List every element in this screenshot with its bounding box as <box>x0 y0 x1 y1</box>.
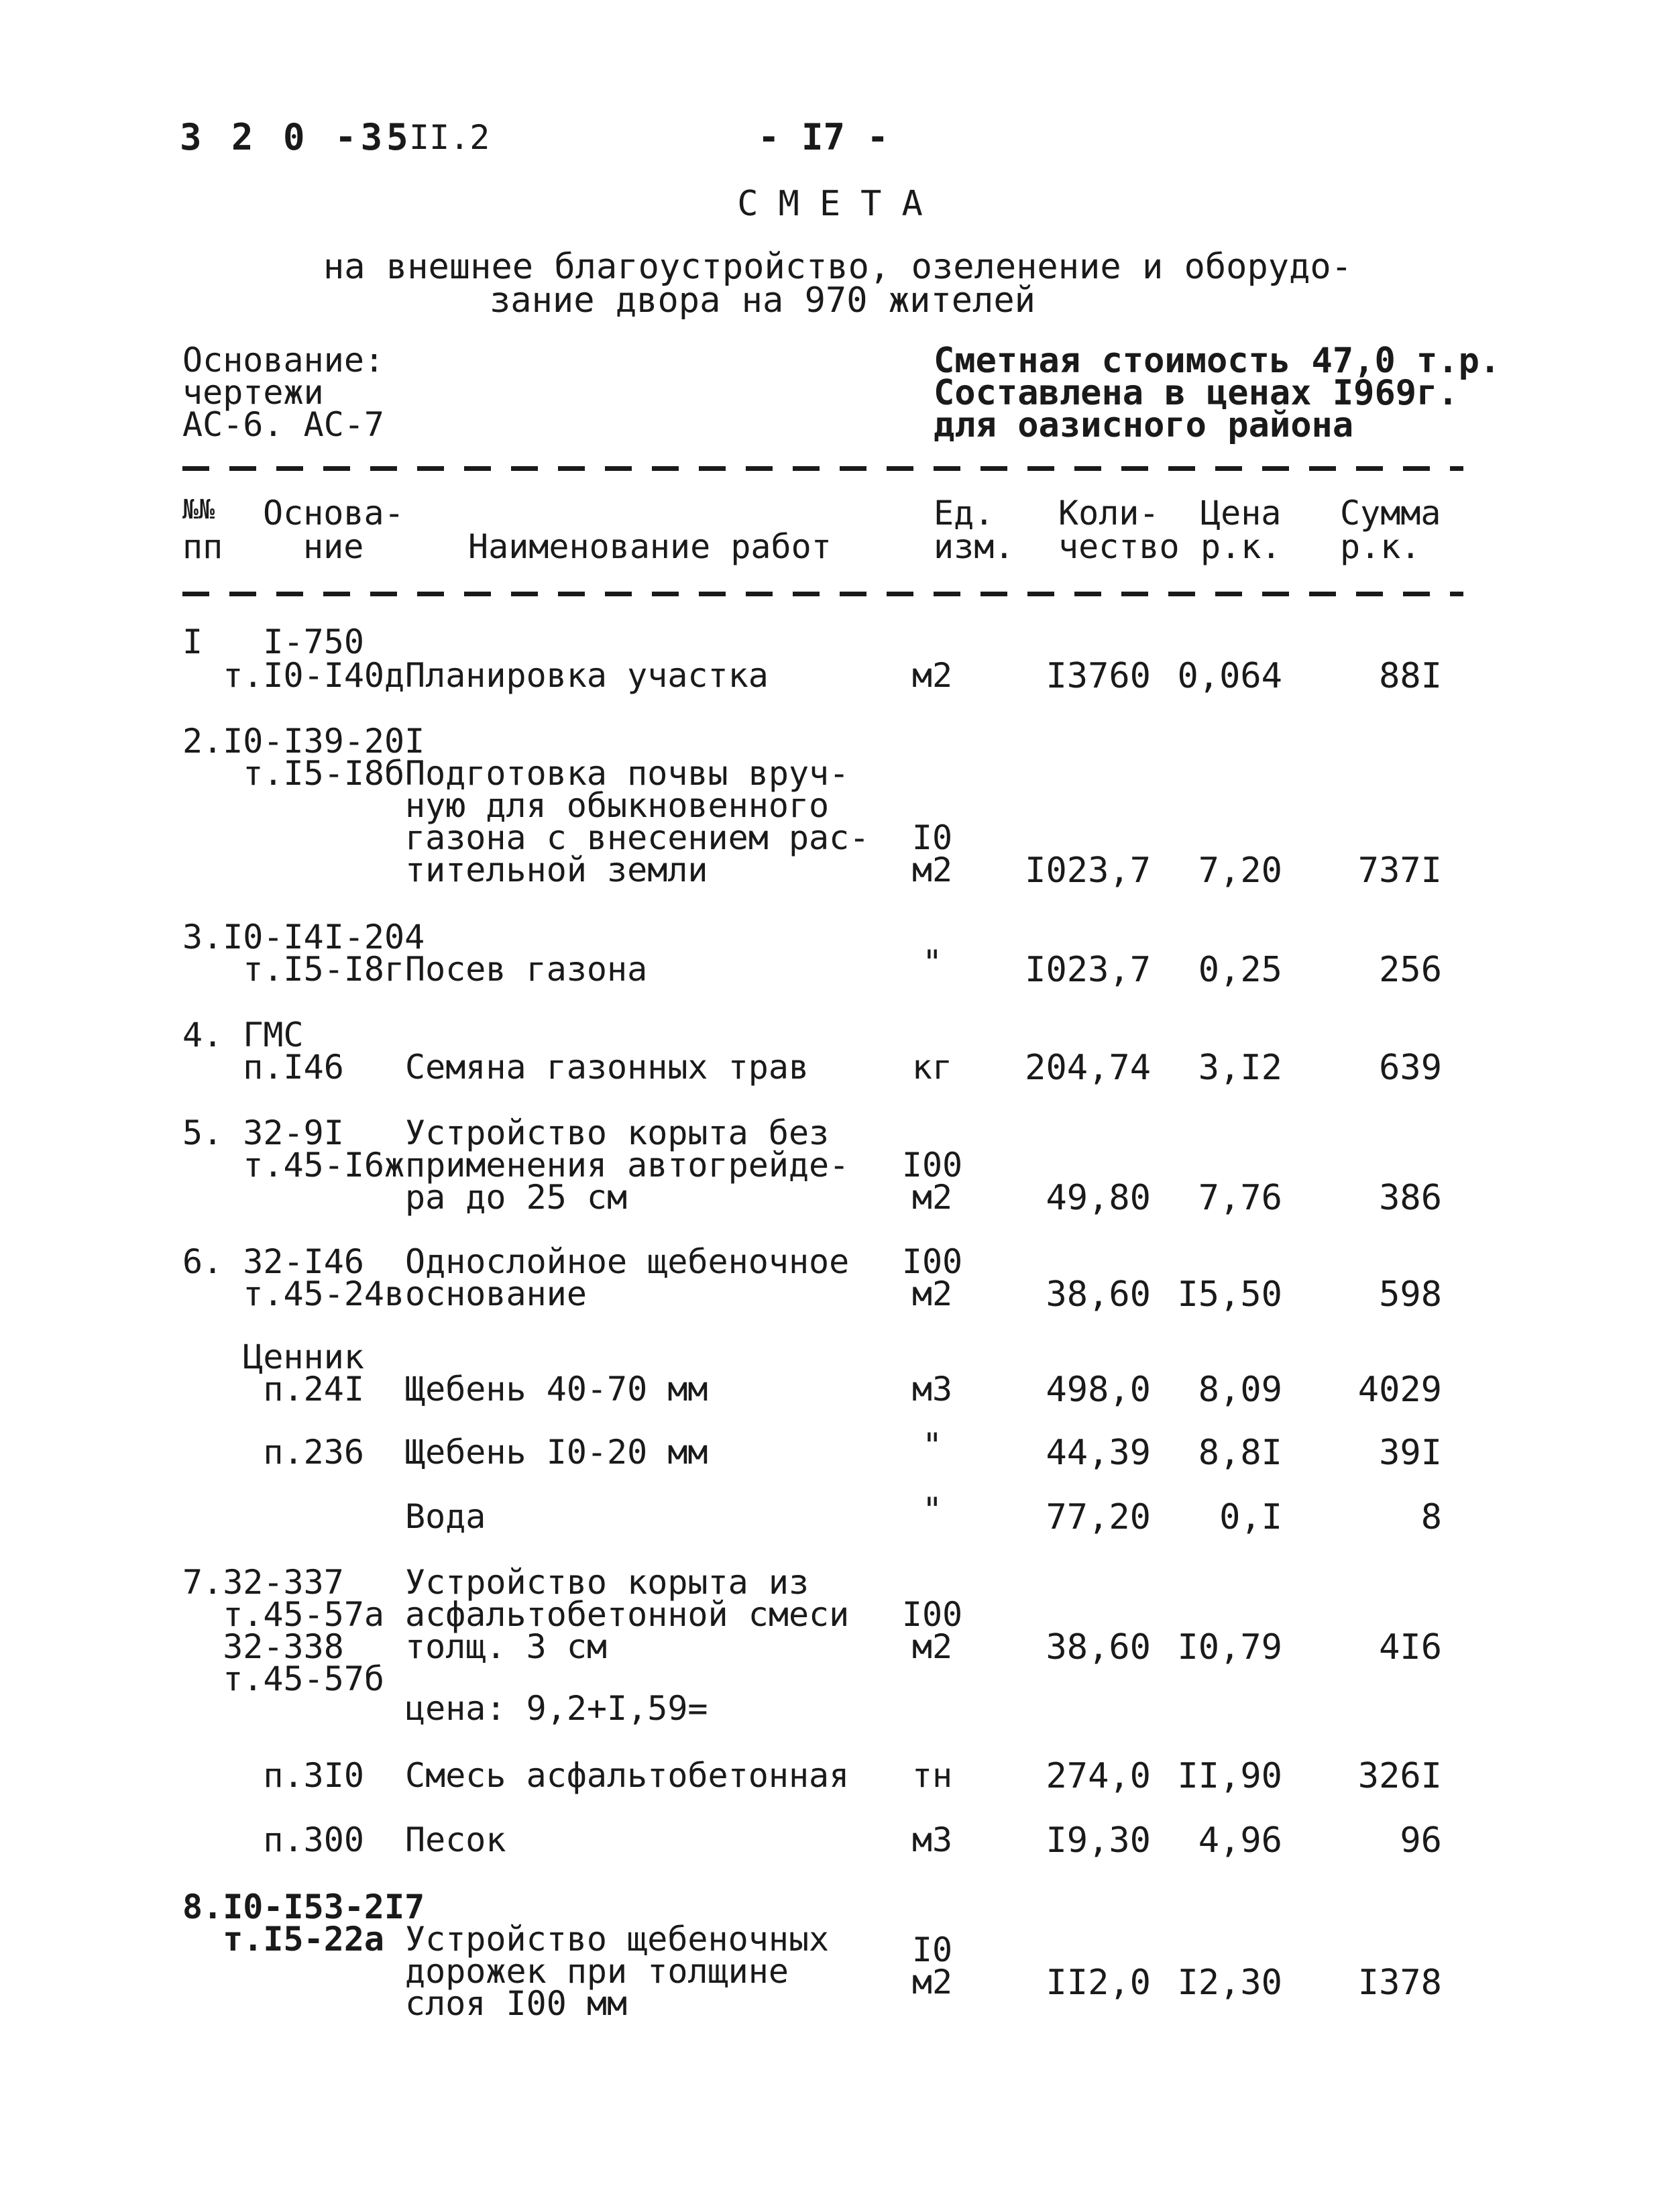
row-work-name: Щебень 40-70 мм <box>405 1370 708 1409</box>
header-top-rule <box>182 466 1463 471</box>
col-name: Наименование работ <box>468 527 832 566</box>
row-basis-line-2: т.I5-I8б <box>182 754 405 793</box>
row-sum: 639 <box>1379 1048 1442 1088</box>
subtitle-line-2: зание двора на 970 жителей <box>490 280 1035 321</box>
col-qty-2: чество <box>1058 527 1180 566</box>
row-quantity: 49,80 <box>1046 1178 1151 1218</box>
row-unit: м2 <box>911 656 953 695</box>
row-basis-line-1: 7.32-337 <box>182 1563 344 1602</box>
row-unit: м2 <box>911 851 953 889</box>
page-number: - I7 - <box>758 116 889 158</box>
row-basis-line-2: п.24I <box>182 1370 364 1409</box>
col-basis-2: ние <box>303 527 364 566</box>
row-quantity: 204,74 <box>1025 1048 1151 1088</box>
row-quantity: I3760 <box>1046 656 1151 696</box>
col-basis-1: Основа- <box>263 494 404 533</box>
row-basis-line-2: т.I5-I8г <box>182 950 405 989</box>
document-title: СМЕТА <box>737 184 943 224</box>
row-price: 7,20 <box>1198 851 1282 891</box>
row-unit: м2 <box>911 1178 953 1217</box>
row-price: II,90 <box>1177 1756 1282 1796</box>
row-work-name: слоя I00 мм <box>405 1984 628 2023</box>
row-unit: м2 <box>911 1963 953 2002</box>
row-basis-line-2: т.45-57а <box>182 1595 385 1634</box>
row-quantity: I023,7 <box>1025 950 1151 990</box>
row-unit-factor: I0 <box>911 1930 953 1969</box>
row-work-name: основание <box>405 1274 587 1313</box>
row-unit: " <box>921 1490 943 1529</box>
row-quantity: 498,0 <box>1046 1370 1151 1410</box>
row-work-name: Семяна газонных трав <box>405 1048 809 1087</box>
row-quantity: 44,39 <box>1046 1433 1151 1473</box>
row-unit-factor: I00 <box>901 1595 963 1634</box>
row-basis-line-1: 2.I0-I39-20I <box>182 722 425 761</box>
row-price-formula: цена: 9,2+I,59= <box>405 1689 708 1728</box>
row-quantity: 38,60 <box>1046 1627 1151 1668</box>
row-unit: м2 <box>911 1627 953 1666</box>
col-sum-1: Сумма <box>1340 494 1441 533</box>
row-basis-line-2: т.45-I6ж <box>182 1146 405 1185</box>
row-work-name: Устройство щебеночных <box>405 1920 830 1959</box>
row-basis-line-2: п.I46 <box>182 1048 344 1087</box>
row-price: 4,96 <box>1198 1820 1282 1861</box>
row-work-name: ную для обыкновенного <box>405 786 830 825</box>
row-price: 7,76 <box>1198 1178 1282 1218</box>
row-quantity: II2,0 <box>1046 1963 1151 2003</box>
row-sum: 96 <box>1400 1820 1442 1861</box>
row-work-name: дорожек при толщине <box>405 1952 789 1991</box>
row-price: 8,8I <box>1198 1433 1282 1473</box>
row-work-name: тительной земли <box>405 851 708 889</box>
row-sum: I378 <box>1357 1963 1442 2003</box>
row-work-name: Щебень I0-20 мм <box>405 1433 708 1472</box>
col-price-1: Цена <box>1200 494 1282 533</box>
row-quantity: I023,7 <box>1025 851 1151 891</box>
row-work-name: Устройство корыта без <box>405 1113 830 1152</box>
col-num-2: пп <box>182 527 223 566</box>
row-basis-line-2: п.3I0 <box>182 1756 364 1795</box>
document-number: 3 2 0 -35 <box>180 116 412 158</box>
row-basis-line-1: 3.I0-I4I-204 <box>182 918 425 957</box>
row-unit: " <box>921 943 943 982</box>
row-basis-line-2: т.I5-22а <box>182 1920 385 1959</box>
col-unit-2: изм. <box>934 527 1015 566</box>
row-price: I5,50 <box>1177 1274 1282 1315</box>
row-quantity: I9,30 <box>1046 1820 1151 1861</box>
row-sum: 88I <box>1379 656 1442 696</box>
basis-drawings: чертежи <box>182 373 324 412</box>
row-price: I0,79 <box>1177 1627 1282 1668</box>
row-basis-line-3: 32-338 <box>182 1627 344 1666</box>
row-quantity: 274,0 <box>1046 1756 1151 1796</box>
row-unit: м3 <box>911 1370 953 1409</box>
row-unit: " <box>921 1426 943 1465</box>
row-sum: 8 <box>1420 1497 1442 1537</box>
row-unit: м2 <box>911 1274 953 1313</box>
row-work-name: асфальтобетонной смеси <box>405 1595 850 1634</box>
estimated-cost: Сметная стоимость 47,0 т.р. <box>934 341 1501 381</box>
row-sum: 256 <box>1379 950 1442 990</box>
row-basis-line-1: 4. ГМС <box>182 1016 304 1054</box>
row-basis-line-2: т.I0-I40д <box>182 656 405 695</box>
row-unit: кг <box>911 1048 953 1087</box>
row-basis-line-4: т.45-57б <box>182 1659 385 1698</box>
row-basis-line-2: п.300 <box>182 1820 364 1859</box>
row-price: 0,I <box>1219 1497 1282 1537</box>
col-qty-1: Коли- <box>1058 494 1160 533</box>
row-basis-line-1: Ценник <box>182 1337 364 1376</box>
col-unit-1: Ед. <box>934 494 995 533</box>
row-work-name: Вода <box>405 1497 486 1536</box>
row-sum: 386 <box>1379 1178 1442 1218</box>
row-work-name: Посев газона <box>405 950 648 989</box>
row-basis-line-1: 8.I0-I53-2I7 <box>182 1888 425 1926</box>
row-sum: 39I <box>1379 1433 1442 1473</box>
row-unit-factor: I00 <box>901 1242 963 1281</box>
row-unit-factor: I00 <box>901 1146 963 1185</box>
row-sum: 4029 <box>1357 1370 1442 1410</box>
row-basis-line-2: п.236 <box>182 1433 364 1472</box>
row-work-name: ра до 25 см <box>405 1178 628 1217</box>
row-unit: м3 <box>911 1820 953 1859</box>
row-sum: 4I6 <box>1379 1627 1442 1668</box>
price-base-year: Составлена в ценах I969г. <box>934 373 1459 413</box>
row-sum: 598 <box>1379 1274 1442 1315</box>
row-work-name: Смесь асфальтобетонная <box>405 1756 850 1795</box>
row-basis-line-1: 6. 32-I46 <box>182 1242 364 1281</box>
row-work-name: Планировка участка <box>405 656 769 695</box>
row-sum: 737I <box>1357 851 1442 891</box>
row-price: 8,09 <box>1198 1370 1282 1410</box>
col-sum-2: р.к. <box>1340 527 1421 566</box>
row-work-name: Подготовка почвы вруч- <box>405 754 850 793</box>
col-price-2: р.к. <box>1200 527 1282 566</box>
basis-label: Основание: <box>182 341 385 380</box>
subtitle-line-1: на внешнее благоустройство, озеленение и оборудо- <box>323 247 1353 287</box>
row-basis-line-1: I I-750 <box>182 622 364 661</box>
region-note: для оазисного района <box>934 405 1354 445</box>
section-number: II.2 <box>409 118 490 157</box>
row-work-name: применения автогрейде- <box>405 1146 850 1185</box>
row-sum: 326I <box>1357 1756 1442 1796</box>
row-work-name: толщ. 3 см <box>405 1627 608 1666</box>
row-basis-line-1: 5. 32-9I <box>182 1113 344 1152</box>
row-work-name: Песок <box>405 1820 506 1859</box>
row-price: 0,25 <box>1198 950 1282 990</box>
basis-drawing-codes: АС-6. АС-7 <box>182 405 385 444</box>
row-quantity: 38,60 <box>1046 1274 1151 1315</box>
row-quantity: 77,20 <box>1046 1497 1151 1537</box>
row-price: 0,064 <box>1177 656 1282 696</box>
header-bottom-rule <box>182 592 1463 596</box>
row-work-name: Однослойное щебеночное <box>405 1242 850 1281</box>
row-basis-line-2: т.45-24в <box>182 1274 405 1313</box>
row-unit: тн <box>911 1756 953 1795</box>
row-work-name: Устройство корыта из <box>405 1563 809 1602</box>
row-price: I2,30 <box>1177 1963 1282 2003</box>
row-work-name: газона с внесением рас- <box>405 818 870 857</box>
row-price: 3,I2 <box>1198 1048 1282 1088</box>
col-num-1: №№ <box>182 494 215 525</box>
row-unit-factor: I0 <box>911 818 953 857</box>
